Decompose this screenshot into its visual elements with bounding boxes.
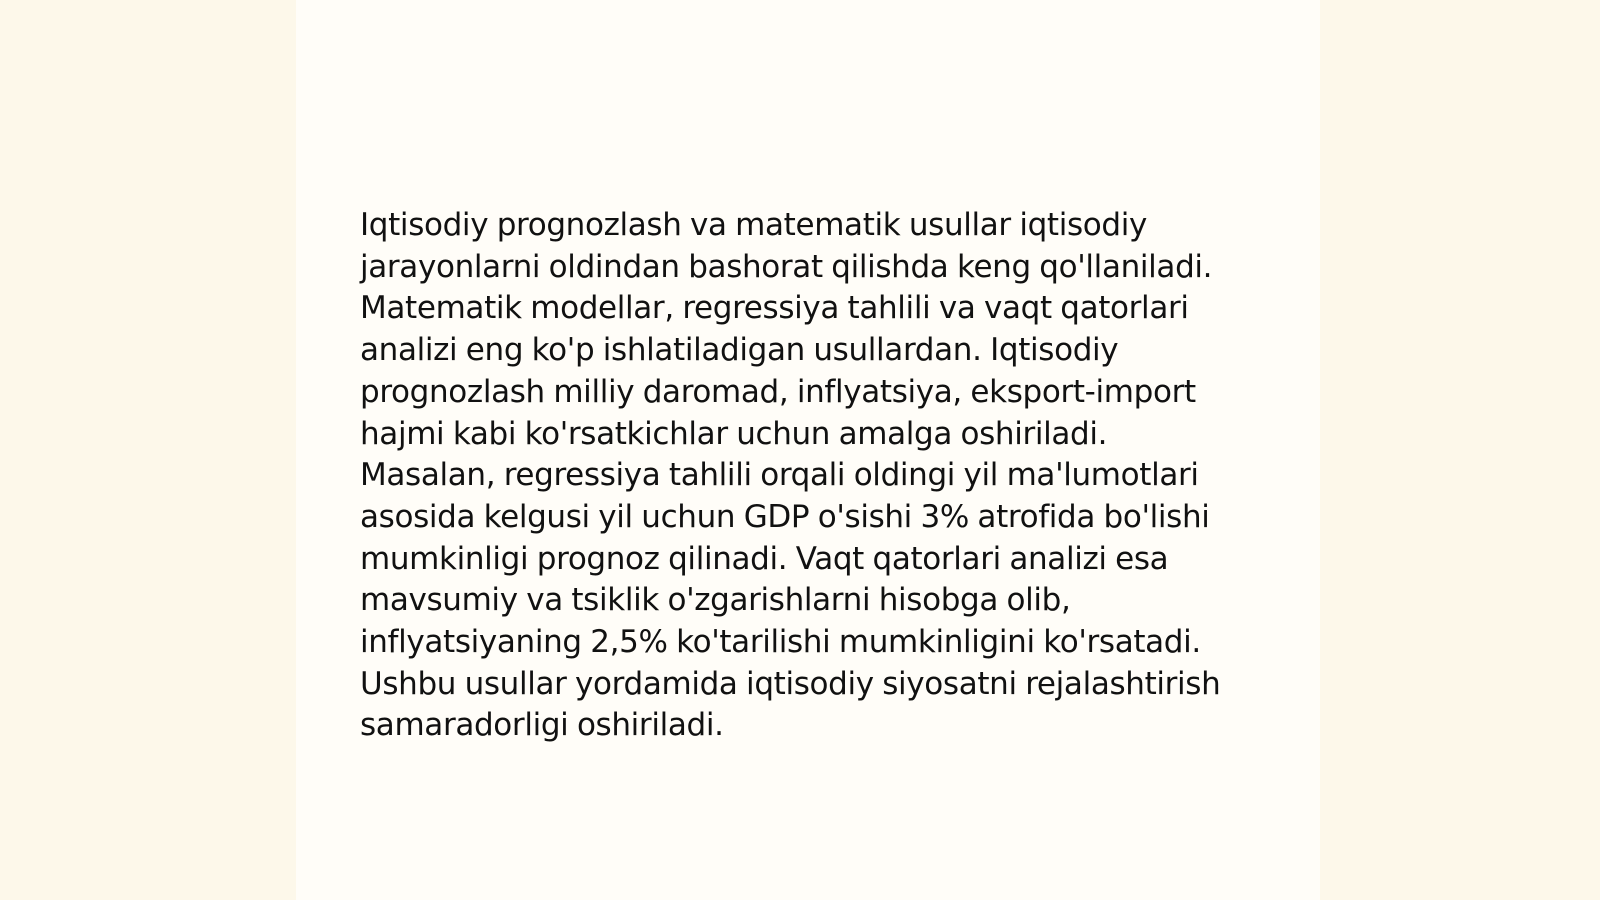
- document-paragraph: Iqtisodiy prognozlash va matematik usullar iqtisodiy jarayonlarni oldindan bashorat qilishda keng qo'llaniladi. Matematik modellar, regressiya tahlili va vaqt qatorlari analizi eng ko'p ishlatiladigan usullardan. Iqtisodiy prognozlash milliy daromad, inflyatsiya, eksport-import hajmi kabi ko'rsatkichlar uchun amalga oshiriladi. Masalan, regressiya tahlili orqali oldingi yil ma'lumotlari asosida kelgusi yil uchun GDP o'sishi 3% atrofida bo'lishi mumkinligi prognoz qilinadi. Vaqt qatorlari analizi esa mavsumiy va tsiklik o'zgarishlarni hisobga olib, inflyatsiyaning 2,5% ko'tarilishi mumkinligini ko'rsatadi. Ushbu usullar yordamida iqtisodiy siyosatni rejalashtirish samaradorligi oshiriladi.: [360, 207, 1221, 744]
- document-page: [296, 0, 1320, 900]
